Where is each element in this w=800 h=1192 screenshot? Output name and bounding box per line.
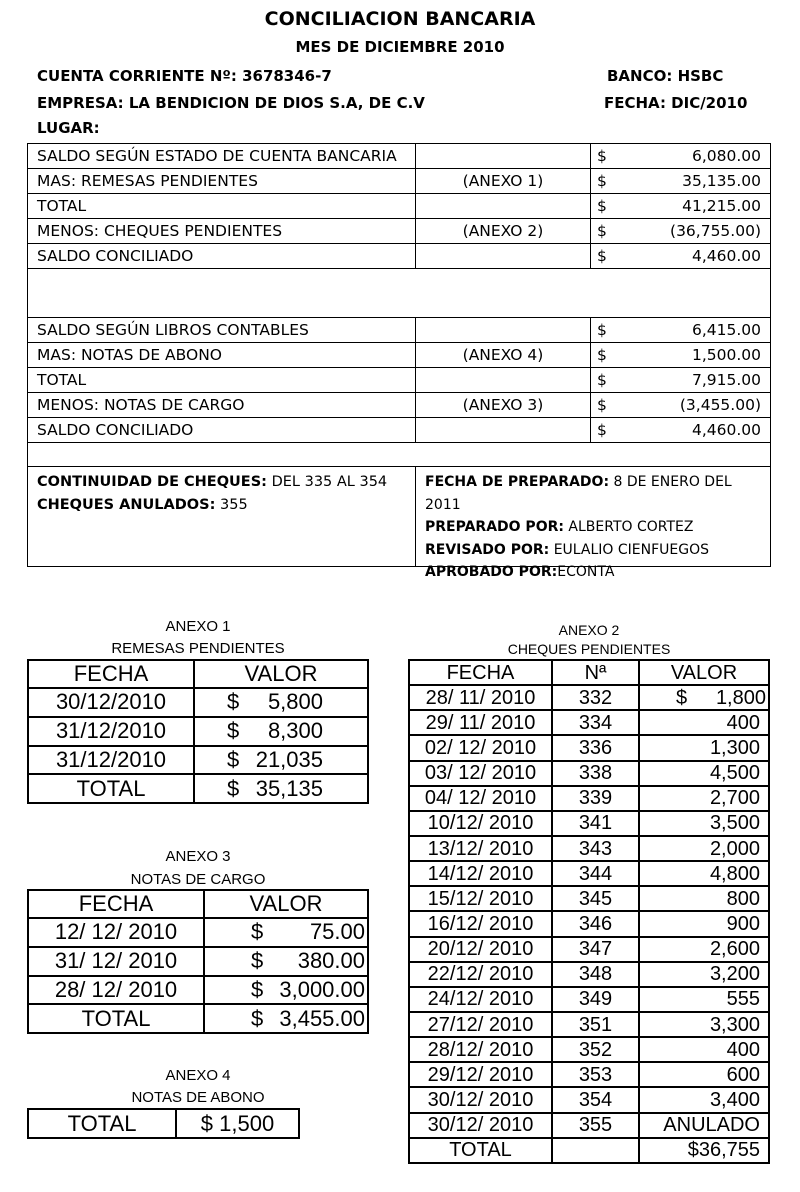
annex2-title: ANEXO 2 bbox=[558, 622, 620, 638]
date-cell: 29/12/ 2010 bbox=[409, 1062, 552, 1087]
report-date: FECHA: DIC/2010 bbox=[604, 94, 748, 112]
table-row bbox=[409, 1062, 769, 1087]
voided-status: ANULADO bbox=[639, 1113, 769, 1138]
table-row bbox=[28, 418, 770, 443]
currency-symbol: $ bbox=[251, 1005, 264, 1031]
currency-symbol: $ bbox=[227, 718, 240, 744]
table-row bbox=[409, 1037, 769, 1062]
currency-symbol: $ bbox=[676, 686, 688, 709]
number-cell: 346 bbox=[552, 911, 639, 936]
value-cell bbox=[204, 918, 368, 947]
date-cell: 28/ 11/ 2010 bbox=[409, 685, 552, 710]
number-cell: 351 bbox=[552, 1012, 639, 1037]
table-row bbox=[409, 836, 769, 861]
row-amount: 6,415.00 bbox=[691, 321, 761, 339]
amount: 3,000.00 bbox=[279, 976, 365, 1002]
row-reference bbox=[416, 368, 591, 392]
reviewed-by-value: EULALIO CIENFUEGOS bbox=[549, 541, 710, 558]
table-row bbox=[409, 861, 769, 886]
table-row bbox=[409, 761, 769, 786]
row-label: SALDO CONCILIADO bbox=[28, 418, 416, 442]
number-cell: 354 bbox=[552, 1087, 639, 1112]
number-cell: 336 bbox=[552, 735, 639, 760]
date-cell: 28/12/ 2010 bbox=[409, 1037, 552, 1062]
number-cell: 344 bbox=[552, 861, 639, 886]
total-label: TOTAL bbox=[28, 1109, 176, 1138]
table-row bbox=[409, 735, 769, 760]
row-label: MENOS: CHEQUES PENDIENTES bbox=[28, 219, 416, 243]
cheque-continuity-info bbox=[28, 467, 416, 566]
currency-symbol: $ bbox=[251, 976, 264, 1002]
number-cell: 353 bbox=[552, 1062, 639, 1087]
row-amount: 4,460.00 bbox=[691, 247, 761, 265]
amount: 1,300 bbox=[639, 735, 769, 760]
number-cell: 347 bbox=[552, 937, 639, 962]
amount: 2,600 bbox=[639, 937, 769, 962]
voided-label: CHEQUES ANULADOS: bbox=[37, 497, 216, 513]
table-row bbox=[28, 746, 368, 775]
row-amount: (3,455.00) bbox=[679, 396, 761, 414]
table-row bbox=[28, 947, 368, 976]
total-label: TOTAL bbox=[409, 1138, 552, 1163]
table-row bbox=[28, 169, 770, 194]
currency-symbol: $ bbox=[227, 689, 240, 715]
page-subtitle: MES DE DICIEMBRE 2010 bbox=[295, 38, 505, 56]
currency-symbol: $ bbox=[251, 948, 264, 974]
bank-name: BANCO: HSBC bbox=[607, 67, 724, 85]
amount: 400 bbox=[639, 1037, 769, 1062]
location-label: LUGAR: bbox=[37, 119, 100, 137]
amount: 600 bbox=[639, 1062, 769, 1087]
annex1-title: ANEXO 1 bbox=[165, 618, 231, 635]
date-cell: 20/12/ 2010 bbox=[409, 937, 552, 962]
number-cell: 339 bbox=[552, 786, 639, 811]
amount: 800 bbox=[639, 886, 769, 911]
date-cell: 30/12/ 2010 bbox=[409, 1113, 552, 1138]
amount: 75.00 bbox=[309, 919, 365, 945]
amount: 4,500 bbox=[639, 761, 769, 786]
annex2-subtitle: CHEQUES PENDIENTES bbox=[507, 641, 671, 657]
row-reference: (ANEXO 4) bbox=[416, 343, 591, 367]
company-name: EMPRESA: LA BENDICION DE DIOS S.A, DE C.V bbox=[37, 94, 425, 112]
table-total-row bbox=[28, 1004, 368, 1033]
number-cell: 343 bbox=[552, 836, 639, 861]
annex4-subtitle: NOTAS DE ABONO bbox=[131, 1089, 265, 1106]
prepared-by-value: ALBERTO CORTEZ bbox=[563, 519, 694, 535]
table-row bbox=[28, 976, 368, 1005]
row-reference bbox=[416, 194, 591, 218]
amount: 8,300 bbox=[267, 718, 323, 744]
row-label: SALDO CONCILIADO bbox=[28, 244, 416, 268]
row-currency: $ bbox=[597, 197, 607, 215]
value-cell bbox=[204, 947, 368, 976]
row-currency: $ bbox=[597, 371, 607, 389]
date-cell: 10/12/ 2010 bbox=[409, 811, 552, 836]
date-cell: 22/12/ 2010 bbox=[409, 962, 552, 987]
voided-value: 355 bbox=[215, 497, 248, 513]
table-row bbox=[409, 685, 769, 710]
value-cell bbox=[194, 717, 368, 746]
prepared-by-label: PREPARADO POR: bbox=[425, 519, 564, 535]
amount: 380.00 bbox=[297, 948, 365, 974]
amount: 900 bbox=[639, 911, 769, 936]
date-cell: 24/12/ 2010 bbox=[409, 987, 552, 1012]
value-cell bbox=[204, 1004, 368, 1033]
table-total-row bbox=[409, 1138, 769, 1163]
table-row bbox=[409, 1012, 769, 1037]
value-cell bbox=[639, 685, 769, 710]
total-amount: 35,135 bbox=[255, 775, 323, 801]
table-row bbox=[28, 318, 770, 343]
number-cell: 349 bbox=[552, 987, 639, 1012]
row-label: MENOS: NOTAS DE CARGO bbox=[28, 393, 416, 417]
column-header: Nª bbox=[552, 660, 639, 685]
row-amount: (36,755.00) bbox=[670, 222, 761, 240]
row-currency: $ bbox=[597, 346, 607, 364]
row-label: TOTAL bbox=[28, 194, 416, 218]
date-cell: 16/12/ 2010 bbox=[409, 911, 552, 936]
approved-by-label: APROBADO POR: bbox=[425, 564, 558, 580]
table-header-row bbox=[28, 660, 368, 688]
table-total-row bbox=[28, 1109, 299, 1138]
row-reference bbox=[416, 144, 591, 168]
date-cell: 12/ 12/ 2010 bbox=[28, 918, 204, 947]
total-label: TOTAL bbox=[28, 1004, 204, 1033]
table-row bbox=[28, 144, 770, 169]
reconciliation-table bbox=[27, 143, 771, 580]
date-cell: 04/ 12/ 2010 bbox=[409, 786, 552, 811]
table-row bbox=[28, 918, 368, 947]
date-cell: 02/ 12/ 2010 bbox=[409, 735, 552, 760]
table-row bbox=[409, 1087, 769, 1112]
row-label: MAS: NOTAS DE ABONO bbox=[28, 343, 416, 367]
annex2-table bbox=[408, 659, 770, 1164]
date-cell: 15/12/ 2010 bbox=[409, 886, 552, 911]
account-number: CUENTA CORRIENTE Nº: 3678346-7 bbox=[37, 67, 332, 85]
row-label: MAS: REMESAS PENDIENTES bbox=[28, 169, 416, 193]
amount: 2,000 bbox=[639, 836, 769, 861]
reviewed-by-label: REVISADO POR: bbox=[425, 541, 550, 558]
number-cell: 334 bbox=[552, 710, 639, 735]
row-amount: 35,135.00 bbox=[682, 172, 761, 190]
annex3-table bbox=[27, 889, 369, 1034]
spacer-row bbox=[28, 443, 770, 467]
table-row bbox=[409, 886, 769, 911]
number-cell: 348 bbox=[552, 962, 639, 987]
date-cell: 14/12/ 2010 bbox=[409, 861, 552, 886]
table-row bbox=[28, 219, 770, 244]
table-row bbox=[409, 1113, 769, 1138]
table-row bbox=[409, 987, 769, 1012]
amount: 1,800 bbox=[715, 686, 766, 709]
prepared-date-label: FECHA DE PREPARADO: bbox=[425, 474, 610, 490]
row-amount: 41,215.00 bbox=[682, 197, 761, 215]
date-cell: 28/ 12/ 2010 bbox=[28, 976, 204, 1005]
table-row bbox=[28, 194, 770, 219]
row-currency: $ bbox=[597, 247, 607, 265]
total-label: TOTAL bbox=[28, 774, 194, 803]
approved-by-value: ECONTA bbox=[557, 564, 615, 580]
table-row bbox=[409, 962, 769, 987]
number-cell: 338 bbox=[552, 761, 639, 786]
row-currency: $ bbox=[597, 396, 607, 414]
continuity-label: CONTINUIDAD DE CHEQUES: bbox=[37, 474, 267, 490]
continuity-value: DEL 335 AL 354 bbox=[266, 474, 388, 490]
amount: 2,700 bbox=[639, 786, 769, 811]
date-cell: 30/12/ 2010 bbox=[409, 1087, 552, 1112]
value-cell bbox=[204, 976, 368, 1005]
column-header: FECHA bbox=[409, 660, 552, 685]
prepared-date-value: 8 DE ENERO DEL 2011 bbox=[425, 474, 732, 513]
amount: 4,800 bbox=[639, 861, 769, 886]
row-label: SALDO SEGÚN LIBROS CONTABLES bbox=[28, 318, 416, 342]
amount: 3,400 bbox=[639, 1087, 769, 1112]
table-row bbox=[409, 710, 769, 735]
number-cell: 355 bbox=[552, 1113, 639, 1138]
currency-symbol: $ bbox=[227, 746, 240, 772]
number-cell: 345 bbox=[552, 886, 639, 911]
annex1-subtitle: REMESAS PENDIENTES bbox=[111, 640, 285, 657]
annex3-subtitle: NOTAS DE CARGO bbox=[130, 871, 266, 888]
date-cell: 30/12/2010 bbox=[28, 688, 194, 717]
number-cell: 332 bbox=[552, 685, 639, 710]
page-title: CONCILIACION BANCARIA bbox=[264, 8, 536, 30]
total-amount: $ 1,500 bbox=[176, 1109, 299, 1138]
annex1-table bbox=[27, 659, 369, 804]
row-reference bbox=[416, 318, 591, 342]
value-cell bbox=[194, 746, 368, 775]
table-row bbox=[409, 937, 769, 962]
amount: 3,300 bbox=[639, 1012, 769, 1037]
total-amount: $36,755 bbox=[639, 1138, 769, 1163]
row-reference: (ANEXO 3) bbox=[416, 393, 591, 417]
table-total-row bbox=[28, 774, 368, 803]
amount: 400 bbox=[639, 710, 769, 735]
table-header-row bbox=[409, 660, 769, 685]
amount: 555 bbox=[639, 987, 769, 1012]
preparation-info bbox=[416, 467, 770, 580]
column-header: FECHA bbox=[28, 660, 194, 688]
currency-symbol: $ bbox=[227, 775, 240, 801]
row-currency: $ bbox=[597, 222, 607, 240]
number-cell: 341 bbox=[552, 811, 639, 836]
row-currency: $ bbox=[597, 172, 607, 190]
row-reference bbox=[416, 244, 591, 268]
column-header: VALOR bbox=[639, 660, 769, 685]
table-row bbox=[409, 786, 769, 811]
date-cell: 27/12/ 2010 bbox=[409, 1012, 552, 1037]
annex4-title: ANEXO 4 bbox=[165, 1067, 231, 1084]
row-reference bbox=[416, 418, 591, 442]
row-amount: 7,915.00 bbox=[691, 371, 761, 389]
currency-symbol: $ bbox=[251, 919, 264, 945]
row-label: SALDO SEGÚN ESTADO DE CUENTA BANCARIA bbox=[28, 144, 416, 168]
table-row bbox=[409, 911, 769, 936]
date-cell: 31/12/2010 bbox=[28, 717, 194, 746]
table-row bbox=[409, 811, 769, 836]
amount: 3,200 bbox=[639, 962, 769, 987]
amount: 3,500 bbox=[639, 811, 769, 836]
row-reference: (ANEXO 1) bbox=[416, 169, 591, 193]
table-row bbox=[28, 688, 368, 717]
row-currency: $ bbox=[597, 147, 607, 165]
row-currency: $ bbox=[597, 421, 607, 439]
value-cell bbox=[194, 774, 368, 803]
row-amount: 1,500.00 bbox=[691, 346, 761, 364]
value-cell bbox=[194, 688, 368, 717]
total-amount: 3,455.00 bbox=[279, 1005, 365, 1031]
table-row bbox=[28, 343, 770, 368]
row-currency: $ bbox=[597, 321, 607, 339]
amount: 21,035 bbox=[255, 746, 323, 772]
date-cell: 31/ 12/ 2010 bbox=[28, 947, 204, 976]
date-cell: 13/12/ 2010 bbox=[409, 836, 552, 861]
number-cell: 352 bbox=[552, 1037, 639, 1062]
spacer-row bbox=[28, 269, 770, 318]
table-row bbox=[28, 244, 770, 269]
column-header: VALOR bbox=[204, 890, 368, 918]
table-row bbox=[28, 368, 770, 393]
date-cell: 03/ 12/ 2010 bbox=[409, 761, 552, 786]
date-cell: 29/ 11/ 2010 bbox=[409, 710, 552, 735]
row-amount: 6,080.00 bbox=[691, 147, 761, 165]
annex3-title: ANEXO 3 bbox=[165, 848, 231, 865]
row-label: TOTAL bbox=[28, 368, 416, 392]
table-row bbox=[28, 393, 770, 418]
row-amount: 4,460.00 bbox=[691, 421, 761, 439]
date-cell: 31/12/2010 bbox=[28, 746, 194, 775]
table-row bbox=[28, 717, 368, 746]
annex4-table bbox=[27, 1108, 300, 1139]
row-reference: (ANEXO 2) bbox=[416, 219, 591, 243]
column-header: VALOR bbox=[194, 660, 368, 688]
amount: 5,800 bbox=[267, 689, 323, 715]
column-header: FECHA bbox=[28, 890, 204, 918]
empty-cell bbox=[552, 1138, 639, 1163]
table-header-row bbox=[28, 890, 368, 918]
